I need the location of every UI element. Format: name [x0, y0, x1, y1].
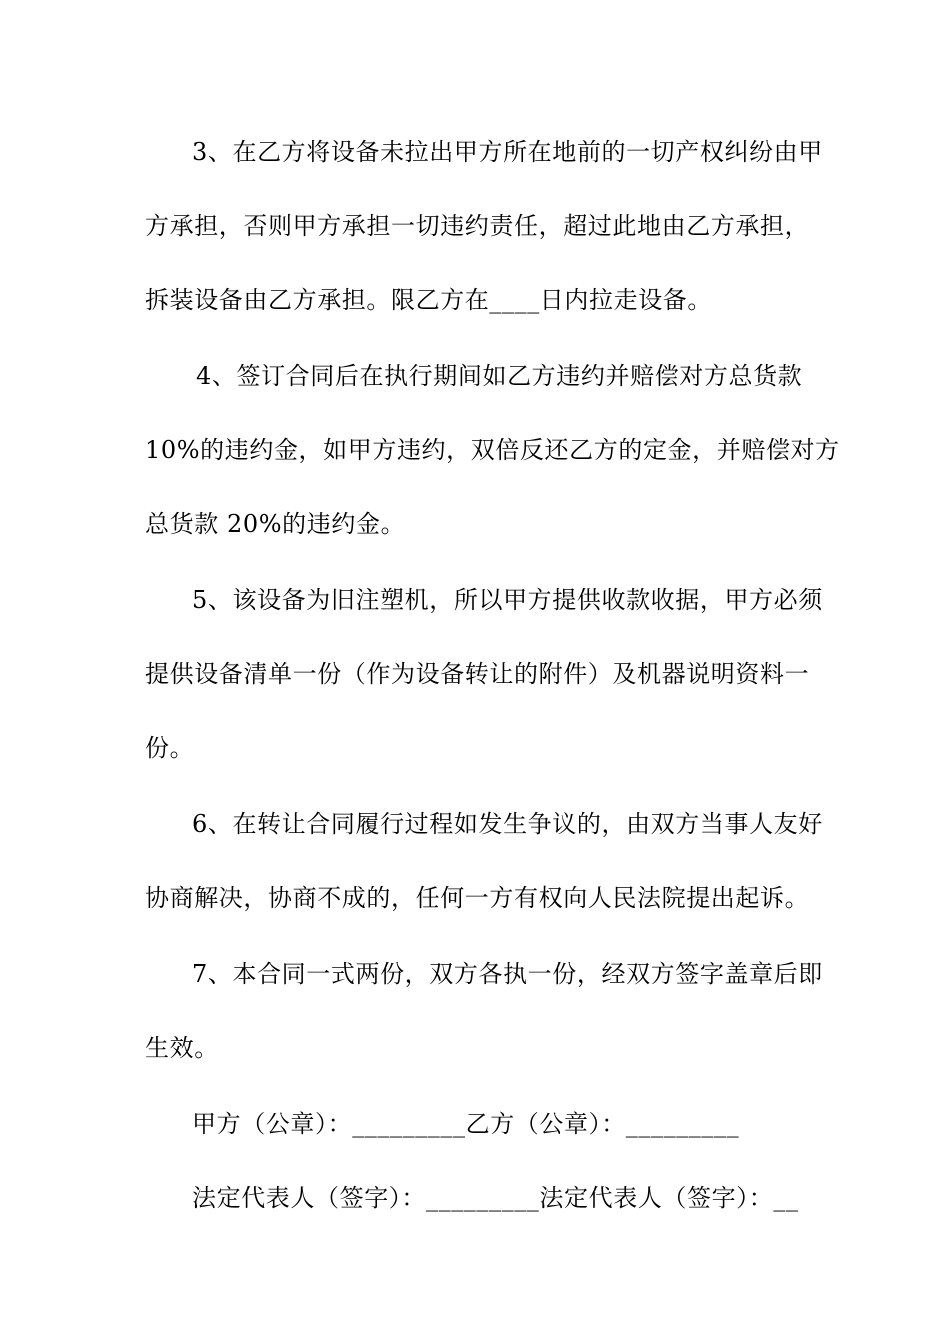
clause-5-line-3: 份。: [145, 734, 195, 762]
clause-5-line-1: 5、该设备为旧注塑机，所以甲方提供收款收据，甲方必须: [192, 586, 823, 614]
clause-3-line-3: 拆装设备由乙方承担。限乙方在____日内拉走设备。: [145, 286, 712, 314]
seal-line: 甲方（公章）：_________乙方（公章）：_________: [192, 1110, 740, 1138]
clause-3-line-1: 3、在乙方将设备未拉出甲方所在地前的一切产权纠纷由甲: [192, 138, 823, 166]
clause-6-line-2: 协商解决，协商不成的，任何一方有权向人民法院提出起诉。: [145, 884, 810, 912]
signature-line: 法定代表人（签字）：_________法定代表人（签字）：__: [192, 1184, 799, 1212]
clause-3-line-2: 方承担，否则甲方承担一切违约责任，超过此地由乙方承担，: [145, 212, 810, 240]
clause-7-line-1: 7、本合同一式两份，双方各执一份，经双方签字盖章后即: [192, 960, 823, 988]
clause-4-line-1: 4、签订合同后在执行期间如乙方违约并赔偿对方总货款: [196, 362, 803, 390]
clause-4-line-2: 10%的违约金，如甲方违约，双倍反还乙方的定金，并赔偿对方: [145, 436, 840, 464]
clause-7-line-2: 生效。: [145, 1034, 219, 1062]
clause-5-line-2: 提供设备清单一份（作为设备转让的附件）及机器说明资料一: [145, 660, 810, 688]
clause-4-line-3: 总货款 20%的违约金。: [145, 510, 406, 538]
clause-6-line-1: 6、在转让合同履行过程如发生争议的，由双方当事人友好: [192, 810, 823, 838]
